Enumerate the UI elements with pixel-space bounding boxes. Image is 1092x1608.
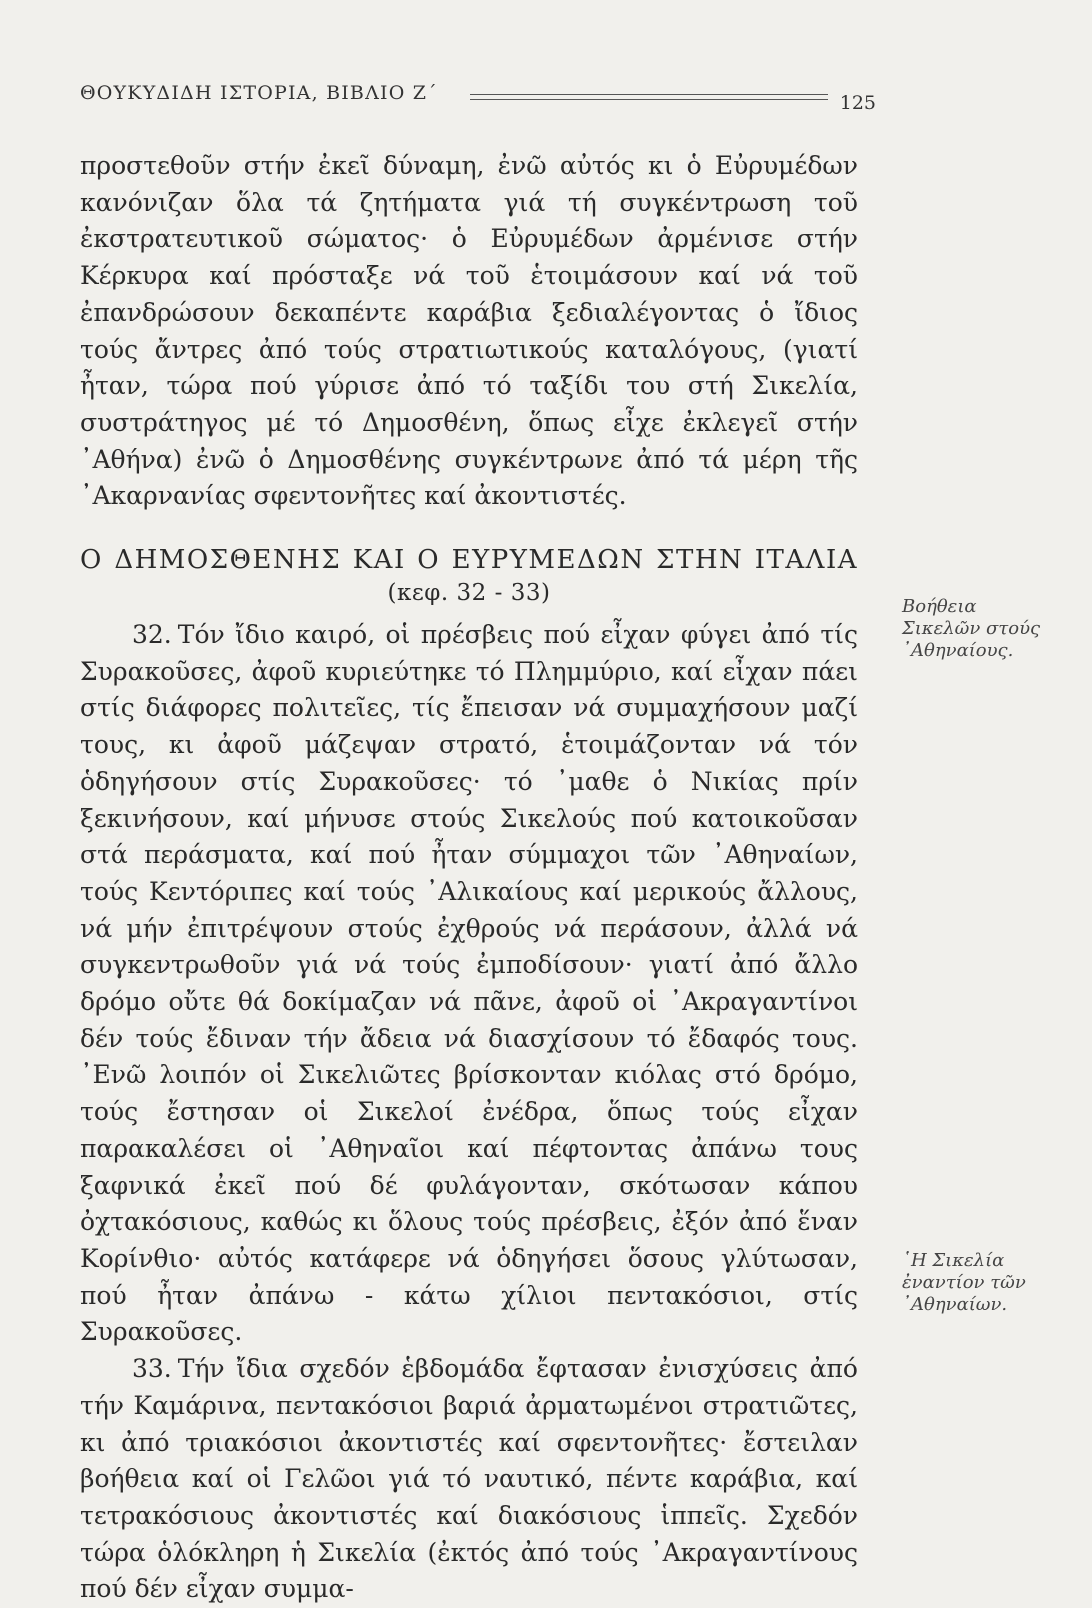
paragraph-number: 33.: [132, 1354, 172, 1384]
intro-paragraph: προστεθοῦν στήν ἐκεῖ δύναμη, ἐνῶ αὐτός κι ὁ Εὐρυμέδων κανόνιζαν ὅλα τά ζητήματα γιά τή συγκέντρωση τοῦ ἐκστρατευτικοῦ σώματος· ὁ Εὐρυμέδων ἀρμένισε στήν Κέρκυρα καί πρόσταξε νά τοῦ ἑτοιμάσουν καί νά τοῦ ἐπανδρώσουν δεκαπέντε καράβια ξεδιαλέγοντας ὁ ἴδιος τούς ἄντρες ἀπό τούς στρατιωτικούς καταλόγους, (γιατί ἦταν, τώρα πού γύρισε ἀπό τό ταξίδι του στή Σικελία, συστράτηγος μέ τό Δημοσθένη, ὅπως εἶχε ἐκλεγεῖ στήν ᾿Αθήνα) ἐνῶ ὁ Δημοσθένης συγκέντρωνε ἀπό τά μέρη τῆς ᾿Ακαρνανίας σφεντονῆτες καί ἀκοντιστές.: [80, 151, 858, 511]
running-head: [80, 78, 876, 114]
page-number: 125: [839, 92, 876, 114]
section-heading: Ο ΔΗΜΟΣΘΕΝΗΣ ΚΑΙ Ο ΕΥΡΥΜΕΔΩΝ ΣΤΗΝ ΙΤΑΛΙΑ: [80, 545, 858, 576]
paragraph-text: Τήν ἴδια σχεδόν ἑβδομάδα ἔφτασαν ἐνισχύσεις ἀπό τήν Καμάρινα, πεντακόσιοι βαριά ἀρματωμένοι στρατιῶτες, κι ἀπό τριακόσιοι ἀκοντιστές καί σφεντονῆτες· ἔστειλαν βοήθεια καί οἱ Γελῶοι γιά τό ναυτικό, πέντε καράβια, καί τετρακόσιους ἀκοντιστές καί διακόσιους ἱππεῖς. Σχεδόν τώρα ὁλόκληρη ἡ Σικελία (ἐκτός ἀπό τούς ᾿Ακραγαντίνους πού δέν εἶχαν συμμα-: [80, 1354, 858, 1604]
paragraph-text: Τόν ἴδιο καιρό, οἱ πρέσβεις πού εἶχαν φύγει ἀπό τίς Συρακοῦσες, ἀφοῦ κυριεύτηκε τό Πλημμύριο, καί εἶχαν πάει στίς διάφορες πολιτεῖες, τίς ἔπεισαν νά συμμαχήσουν μαζί τους, κι ἀφοῦ μάζεψαν στρατό, ἑτοιμάζονταν νά τόν ὁδηγήσουν στίς Συρακοῦσες· τό ᾿μαθε ὁ Νικίας πρίν ξεκινήσουν, καί μήνυσε στούς Σικελούς πού κατοικοῦσαν στά περάσματα, καί πού ἦταν σύμμαχοι τῶν ᾿Αθηναίων, τούς Κεντόριπες καί τούς ᾿Αλικαίους καί μερικούς ἄλλους, νά μήν ἐπιτρέψουν στούς ἐχθρούς νά περάσουν, ἀλλά νά συγκεντρωθοῦν γιά νά τούς ἐμποδίσουν· γιατί ἀπό ἄλλο δρόμο οὔτε θά δοκίμαζαν νά πᾶνε, ἀφοῦ οἱ ᾿Ακραγαντίνοι δέν τούς ἔδιναν τήν ἄδεια νά διασχίσουν τό ἔδαφός τους. ᾿Ενῶ λοιπόν οἱ Σικελιῶτες βρίσκονταν κιόλας στό δρόμο, τούς ἔστησαν οἱ Σικελοί ἐνέδρα, ὅπως τούς εἶχαν παρακαλέσει οἱ ᾿Αθηναῖοι καί πέφτοντας ἀπάνω τους ξαφνικά ἐκεῖ πού δέ φυλάγονταν, σκότωσαν κάπου ὀχτακόσιους, καθώς κι ὅλους τούς πρέσβεις, ἐξόν ἀπό ἕναν Κορίνθιο· αὐτός κατάφερε νά ὁδηγήσει ὅσους γλύτωσαν, πού ἦταν ἀπάνω - κάτω χίλιοι πεντακόσιοι, στίς Συρακοῦσες.: [80, 620, 858, 1347]
running-title: ΘΟΥΚΥΔΙΔΗ ΙΣΤΟΡΙΑ, ΒΙΒΛΙΟ Ζ΄: [80, 82, 446, 104]
paragraph-number: 32.: [132, 620, 172, 650]
paragraph-32: [80, 617, 858, 1351]
section-subheading: (κεφ. 32 - 33): [387, 580, 551, 607]
header-rule: [470, 94, 828, 100]
paragraph-33: [80, 1351, 858, 1608]
margin-note-1: Βοήθεια Σικελῶν στούς ᾿Αθηναίους.: [902, 596, 1041, 661]
margin-note-2: ῾Η Σικελία ἐναντίον τῶν ᾿Αθηναίων.: [902, 1250, 1026, 1315]
main-text: [80, 148, 858, 1608]
